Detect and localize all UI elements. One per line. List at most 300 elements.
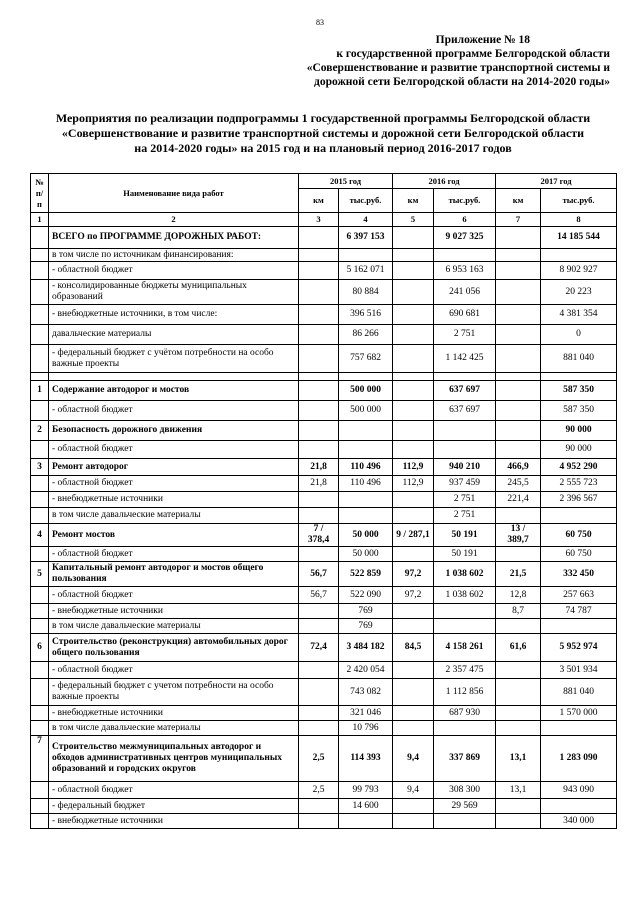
km-2015 xyxy=(299,280,339,305)
title-line-2: «Совершенствование и развитие транспортной системы и дорожной сети Белгородской области xyxy=(61,126,585,140)
row-name: - внебюджетные источники xyxy=(49,814,299,829)
rub-2015: 500 000 xyxy=(339,401,393,421)
table-row xyxy=(31,227,617,249)
table-row xyxy=(31,381,617,401)
rub-2017: 587 350 xyxy=(541,381,617,401)
document-title xyxy=(30,111,616,156)
km-2017: 245,5 xyxy=(496,476,541,492)
km-2015 xyxy=(299,345,339,373)
km-2017 xyxy=(496,401,541,421)
row-name: - областной бюджет xyxy=(49,441,299,459)
row-number xyxy=(31,721,49,736)
row-number xyxy=(31,604,49,619)
row-number: 3 xyxy=(31,459,49,476)
rub-2016 xyxy=(434,421,496,441)
km-2017: 13,1 xyxy=(496,782,541,799)
row-name: - областной бюджет xyxy=(49,262,299,280)
header-row-years xyxy=(31,174,617,189)
km-2017 xyxy=(496,721,541,736)
km-2016: 9,4 xyxy=(393,782,434,799)
rub-2015 xyxy=(339,814,393,829)
header-name: Наименование вида работ xyxy=(49,174,299,213)
km-2016 xyxy=(393,345,434,373)
rub-2016: 1 142 425 xyxy=(434,345,496,373)
row-number xyxy=(31,476,49,492)
header-km-2017: км xyxy=(496,189,541,213)
rub-2015: 14 600 xyxy=(339,799,393,814)
rub-2017: 8 902 927 xyxy=(541,262,617,280)
rub-2015: 50 000 xyxy=(339,547,393,562)
rub-2015: 50 000 xyxy=(339,524,393,547)
row-number xyxy=(31,547,49,562)
rub-2016: 337 869 xyxy=(434,736,496,782)
rub-2016: 637 697 xyxy=(434,401,496,421)
row-name: - федеральный бюджет xyxy=(49,799,299,814)
table-row xyxy=(31,508,617,524)
spacer-cell xyxy=(434,373,496,381)
rub-2017: 14 185 544 xyxy=(541,227,617,249)
km-2017 xyxy=(496,249,541,262)
table-row xyxy=(31,325,617,345)
km-2017 xyxy=(496,227,541,249)
row-number: 4 xyxy=(31,524,49,547)
km-2016 xyxy=(393,721,434,736)
rub-2015: 522 090 xyxy=(339,587,393,604)
km-2016 xyxy=(393,706,434,721)
table-row xyxy=(31,721,617,736)
km-2017: 61,6 xyxy=(496,634,541,662)
rub-2015: 522 859 xyxy=(339,562,393,587)
table-row xyxy=(31,492,617,508)
km-2016 xyxy=(393,305,434,325)
km-2017 xyxy=(496,799,541,814)
rub-2017: 943 090 xyxy=(541,782,617,799)
title-line-1: Мероприятия по реализации подпрограммы 1 государственной программы Белгородской области xyxy=(55,111,591,125)
km-2016 xyxy=(393,679,434,706)
rub-2016: 1 038 602 xyxy=(434,587,496,604)
rub-2017: 2 396 567 xyxy=(541,492,617,508)
km-2016: 112,9 xyxy=(393,476,434,492)
row-number: 5 xyxy=(31,562,49,587)
table-row xyxy=(31,587,617,604)
row-number xyxy=(31,345,49,373)
table-row xyxy=(31,736,617,782)
row-name: Капитальный ремонт автодорог и мостов общего пользования xyxy=(49,562,299,587)
rub-2016: 4 158 261 xyxy=(434,634,496,662)
col-number-7: 7 xyxy=(496,213,541,227)
header-rub-2017: тыс.руб. xyxy=(541,189,617,213)
col-number-4: 4 xyxy=(339,213,393,227)
km-2016 xyxy=(393,227,434,249)
row-number: 7 xyxy=(31,736,49,782)
rub-2017 xyxy=(541,249,617,262)
row-number xyxy=(31,249,49,262)
rub-2017: 881 040 xyxy=(541,679,617,706)
row-number xyxy=(31,814,49,829)
km-2015 xyxy=(299,814,339,829)
header-rub-2016: тыс.руб. xyxy=(434,189,496,213)
rub-2015: 6 397 153 xyxy=(339,227,393,249)
rub-2016 xyxy=(434,721,496,736)
spacer-row xyxy=(31,373,617,381)
spacer-cell xyxy=(31,373,49,381)
table-row xyxy=(31,547,617,562)
rub-2017: 340 000 xyxy=(541,814,617,829)
km-2015 xyxy=(299,305,339,325)
rub-2015: 396 516 xyxy=(339,305,393,325)
rub-2017: 5 952 974 xyxy=(541,634,617,662)
km-2017 xyxy=(496,345,541,373)
km-2016 xyxy=(393,814,434,829)
spacer-cell xyxy=(393,373,434,381)
rub-2017: 60 750 xyxy=(541,547,617,562)
rub-2017 xyxy=(541,799,617,814)
appendix-line-1: Приложение № 18 xyxy=(435,34,530,46)
km-2017: 13,1 xyxy=(496,736,541,782)
rub-2016: 29 569 xyxy=(434,799,496,814)
table-row xyxy=(31,799,617,814)
rub-2017: 74 787 xyxy=(541,604,617,619)
km-2017 xyxy=(496,280,541,305)
rub-2015 xyxy=(339,441,393,459)
rub-2017: 3 501 934 xyxy=(541,662,617,679)
row-name: давальческие материалы xyxy=(49,325,299,345)
km-2017: 13 / 389,7 xyxy=(496,524,541,547)
row-number xyxy=(31,662,49,679)
row-name: - областной бюджет xyxy=(49,401,299,421)
row-name: Безопасность дорожного движения xyxy=(49,421,299,441)
col-number-3: 3 xyxy=(299,213,339,227)
header-km-2015: км xyxy=(299,189,339,213)
table-row xyxy=(31,441,617,459)
km-2015 xyxy=(299,799,339,814)
rub-2015: 110 496 xyxy=(339,459,393,476)
rub-2016 xyxy=(434,441,496,459)
rub-2016: 2 357 475 xyxy=(434,662,496,679)
rub-2017: 881 040 xyxy=(541,345,617,373)
km-2017 xyxy=(496,421,541,441)
km-2015 xyxy=(299,662,339,679)
km-2015 xyxy=(299,492,339,508)
row-name: - федеральный бюджет с учётом потребности на особо важные проекты xyxy=(49,345,299,373)
km-2015 xyxy=(299,325,339,345)
km-2017 xyxy=(496,262,541,280)
km-2017: 8,7 xyxy=(496,604,541,619)
row-name: Ремонт мостов xyxy=(49,524,299,547)
table-row xyxy=(31,662,617,679)
rub-2017 xyxy=(541,619,617,634)
row-number xyxy=(31,401,49,421)
km-2015: 56,7 xyxy=(299,587,339,604)
km-2015 xyxy=(299,262,339,280)
km-2017 xyxy=(496,706,541,721)
km-2016 xyxy=(393,619,434,634)
table-row xyxy=(31,476,617,492)
row-name: - областной бюджет xyxy=(49,547,299,562)
km-2016 xyxy=(393,441,434,459)
km-2017 xyxy=(496,814,541,829)
spacer-cell xyxy=(541,373,617,381)
col-number-1: 1 xyxy=(31,213,49,227)
km-2015 xyxy=(299,679,339,706)
row-name: - консолидированные бюджеты муниципальных образований xyxy=(49,280,299,305)
rub-2017: 20 223 xyxy=(541,280,617,305)
rub-2016: 9 027 325 xyxy=(434,227,496,249)
rub-2016: 687 930 xyxy=(434,706,496,721)
row-number xyxy=(31,587,49,604)
km-2017 xyxy=(496,381,541,401)
rub-2015: 2 420 054 xyxy=(339,662,393,679)
page-number: 83 xyxy=(316,18,324,27)
rub-2015: 743 082 xyxy=(339,679,393,706)
row-name: - областной бюджет xyxy=(49,662,299,679)
row-name: в том числе давальческие материалы xyxy=(49,619,299,634)
spacer-cell xyxy=(496,373,541,381)
header-row-numbers xyxy=(31,213,617,227)
row-number xyxy=(31,679,49,706)
row-number xyxy=(31,441,49,459)
appendix-line-3: «Совершенствование и развитие транспортной системы и xyxy=(306,62,610,74)
rub-2016: 6 953 163 xyxy=(434,262,496,280)
rub-2015: 500 000 xyxy=(339,381,393,401)
km-2016 xyxy=(393,547,434,562)
appendix-line-2: к государственной программе Белгородской области xyxy=(336,48,610,60)
row-name: Ремонт автодорог xyxy=(49,459,299,476)
km-2017 xyxy=(496,508,541,524)
rub-2016 xyxy=(434,604,496,619)
row-name: Строительство (реконструкция) автомобильных дорог общего пользования xyxy=(49,634,299,662)
col-number-2: 2 xyxy=(49,213,299,227)
km-2017 xyxy=(496,441,541,459)
table-row xyxy=(31,782,617,799)
rub-2017: 332 450 xyxy=(541,562,617,587)
rub-2015: 3 484 182 xyxy=(339,634,393,662)
row-number xyxy=(31,227,49,249)
table-row xyxy=(31,249,617,262)
row-name: ВСЕГО по ПРОГРАММЕ ДОРОЖНЫХ РАБОТ: xyxy=(49,227,299,249)
row-number xyxy=(31,492,49,508)
rub-2017: 257 663 xyxy=(541,587,617,604)
km-2015 xyxy=(299,441,339,459)
km-2016 xyxy=(393,325,434,345)
col-number-8: 8 xyxy=(541,213,617,227)
rub-2016: 241 056 xyxy=(434,280,496,305)
rub-2016 xyxy=(434,814,496,829)
km-2017 xyxy=(496,619,541,634)
row-number xyxy=(31,782,49,799)
rub-2017: 0 xyxy=(541,325,617,345)
km-2017: 466,9 xyxy=(496,459,541,476)
header-2017: 2017 год xyxy=(496,174,617,189)
row-name: - внебюджетные источники xyxy=(49,492,299,508)
km-2015 xyxy=(299,619,339,634)
row-number xyxy=(31,262,49,280)
km-2017 xyxy=(496,679,541,706)
row-name: - областной бюджет xyxy=(49,782,299,799)
row-name: в том числе давальческие материалы xyxy=(49,508,299,524)
table-row xyxy=(31,634,617,662)
rub-2016: 637 697 xyxy=(434,381,496,401)
rub-2017 xyxy=(541,721,617,736)
rub-2015: 769 xyxy=(339,604,393,619)
table-row xyxy=(31,262,617,280)
rub-2016: 2 751 xyxy=(434,325,496,345)
km-2016: 97,2 xyxy=(393,587,434,604)
rub-2015: 99 793 xyxy=(339,782,393,799)
rub-2017: 60 750 xyxy=(541,524,617,547)
km-2015: 21,8 xyxy=(299,476,339,492)
rub-2016 xyxy=(434,249,496,262)
rub-2016: 50 191 xyxy=(434,524,496,547)
rub-2016: 2 751 xyxy=(434,508,496,524)
row-number xyxy=(31,280,49,305)
table-row xyxy=(31,679,617,706)
rub-2017: 587 350 xyxy=(541,401,617,421)
km-2017: 12,8 xyxy=(496,587,541,604)
table-row xyxy=(31,421,617,441)
rub-2015: 5 162 071 xyxy=(339,262,393,280)
appendix-line-4: дорожной сети Белгородской области на 2014-2020 годы» xyxy=(314,76,610,88)
table-row xyxy=(31,706,617,721)
table-row xyxy=(31,401,617,421)
km-2015 xyxy=(299,249,339,262)
header-num: № п/п xyxy=(31,174,49,213)
table-row xyxy=(31,459,617,476)
row-number xyxy=(31,305,49,325)
rub-2016: 2 751 xyxy=(434,492,496,508)
km-2015 xyxy=(299,604,339,619)
km-2016: 9 / 287,1 xyxy=(393,524,434,547)
title-line-3: на 2014-2020 годы» на 2015 год и на плановый период 2016-2017 годов xyxy=(134,141,512,155)
table-row xyxy=(31,280,617,305)
spacer-cell xyxy=(299,373,339,381)
km-2017 xyxy=(496,325,541,345)
table-row xyxy=(31,562,617,587)
row-name: - внебюджетные источники, в том числе: xyxy=(49,305,299,325)
row-number: 1 xyxy=(31,381,49,401)
km-2015 xyxy=(299,508,339,524)
col-number-5: 5 xyxy=(393,213,434,227)
km-2017 xyxy=(496,662,541,679)
km-2016 xyxy=(393,280,434,305)
rub-2015: 769 xyxy=(339,619,393,634)
km-2015: 21,8 xyxy=(299,459,339,476)
rub-2015: 757 682 xyxy=(339,345,393,373)
rub-2017: 4 381 354 xyxy=(541,305,617,325)
rub-2015: 10 796 xyxy=(339,721,393,736)
rub-2015 xyxy=(339,508,393,524)
km-2017 xyxy=(496,547,541,562)
km-2015: 2,5 xyxy=(299,736,339,782)
km-2015 xyxy=(299,547,339,562)
rub-2016: 940 210 xyxy=(434,459,496,476)
rub-2015 xyxy=(339,492,393,508)
header-2015: 2015 год xyxy=(299,174,393,189)
km-2015 xyxy=(299,381,339,401)
table-row xyxy=(31,604,617,619)
header-2016: 2016 год xyxy=(393,174,496,189)
rub-2017: 90 000 xyxy=(541,421,617,441)
km-2015 xyxy=(299,706,339,721)
row-name: - внебюджетные источники xyxy=(49,706,299,721)
header-km-2016: км xyxy=(393,189,434,213)
km-2016: 112,9 xyxy=(393,459,434,476)
table-row xyxy=(31,524,617,547)
row-name: - областной бюджет xyxy=(49,587,299,604)
km-2016 xyxy=(393,381,434,401)
rub-2015 xyxy=(339,421,393,441)
km-2016 xyxy=(393,799,434,814)
km-2015 xyxy=(299,401,339,421)
rub-2017: 90 000 xyxy=(541,441,617,459)
km-2015: 72,4 xyxy=(299,634,339,662)
km-2016 xyxy=(393,401,434,421)
row-number xyxy=(31,508,49,524)
row-name: Строительство межмуниципальных автодорог и обходов административных центров муниципальных образований и городских округов xyxy=(49,736,299,782)
row-name: Содержание автодорог и мостов xyxy=(49,381,299,401)
km-2016 xyxy=(393,508,434,524)
rub-2017: 1 283 090 xyxy=(541,736,617,782)
km-2017 xyxy=(496,305,541,325)
rub-2015: 86 266 xyxy=(339,325,393,345)
km-2017: 21,5 xyxy=(496,562,541,587)
km-2016: 97,2 xyxy=(393,562,434,587)
km-2015 xyxy=(299,421,339,441)
col-number-6: 6 xyxy=(434,213,496,227)
rub-2017: 2 555 723 xyxy=(541,476,617,492)
rub-2016: 1 038 602 xyxy=(434,562,496,587)
row-number xyxy=(31,619,49,634)
km-2015: 56,7 xyxy=(299,562,339,587)
rub-2016: 690 681 xyxy=(434,305,496,325)
table-row xyxy=(31,345,617,373)
header-rub-2015: тыс.руб. xyxy=(339,189,393,213)
table-row xyxy=(31,619,617,634)
row-name: - внебюджетные источники xyxy=(49,604,299,619)
row-name: - областной бюджет xyxy=(49,476,299,492)
km-2016 xyxy=(393,249,434,262)
row-name: в том числе по источникам финансирования: xyxy=(49,249,299,262)
rub-2015: 110 496 xyxy=(339,476,393,492)
table-row xyxy=(31,814,617,829)
rub-2017: 4 952 290 xyxy=(541,459,617,476)
km-2016 xyxy=(393,262,434,280)
row-number xyxy=(31,325,49,345)
rub-2015: 321 046 xyxy=(339,706,393,721)
km-2016: 84,5 xyxy=(393,634,434,662)
rub-2015 xyxy=(339,249,393,262)
spacer-cell xyxy=(49,373,299,381)
rub-2016: 937 459 xyxy=(434,476,496,492)
row-number xyxy=(31,706,49,721)
row-number xyxy=(31,799,49,814)
rub-2017 xyxy=(541,508,617,524)
row-name: - федеральный бюджет с учетом потребности на особо важные проекты xyxy=(49,679,299,706)
km-2015 xyxy=(299,227,339,249)
rub-2016: 50 191 xyxy=(434,547,496,562)
appendix-caption xyxy=(280,33,610,89)
rub-2015: 114 393 xyxy=(339,736,393,782)
km-2016 xyxy=(393,421,434,441)
row-number: 2 xyxy=(31,421,49,441)
spacer-cell xyxy=(339,373,393,381)
km-2017: 221,4 xyxy=(496,492,541,508)
km-2015: 7 / 378,4 xyxy=(299,524,339,547)
km-2016 xyxy=(393,662,434,679)
row-number: 6 xyxy=(31,634,49,662)
rub-2016 xyxy=(434,619,496,634)
km-2015: 2,5 xyxy=(299,782,339,799)
